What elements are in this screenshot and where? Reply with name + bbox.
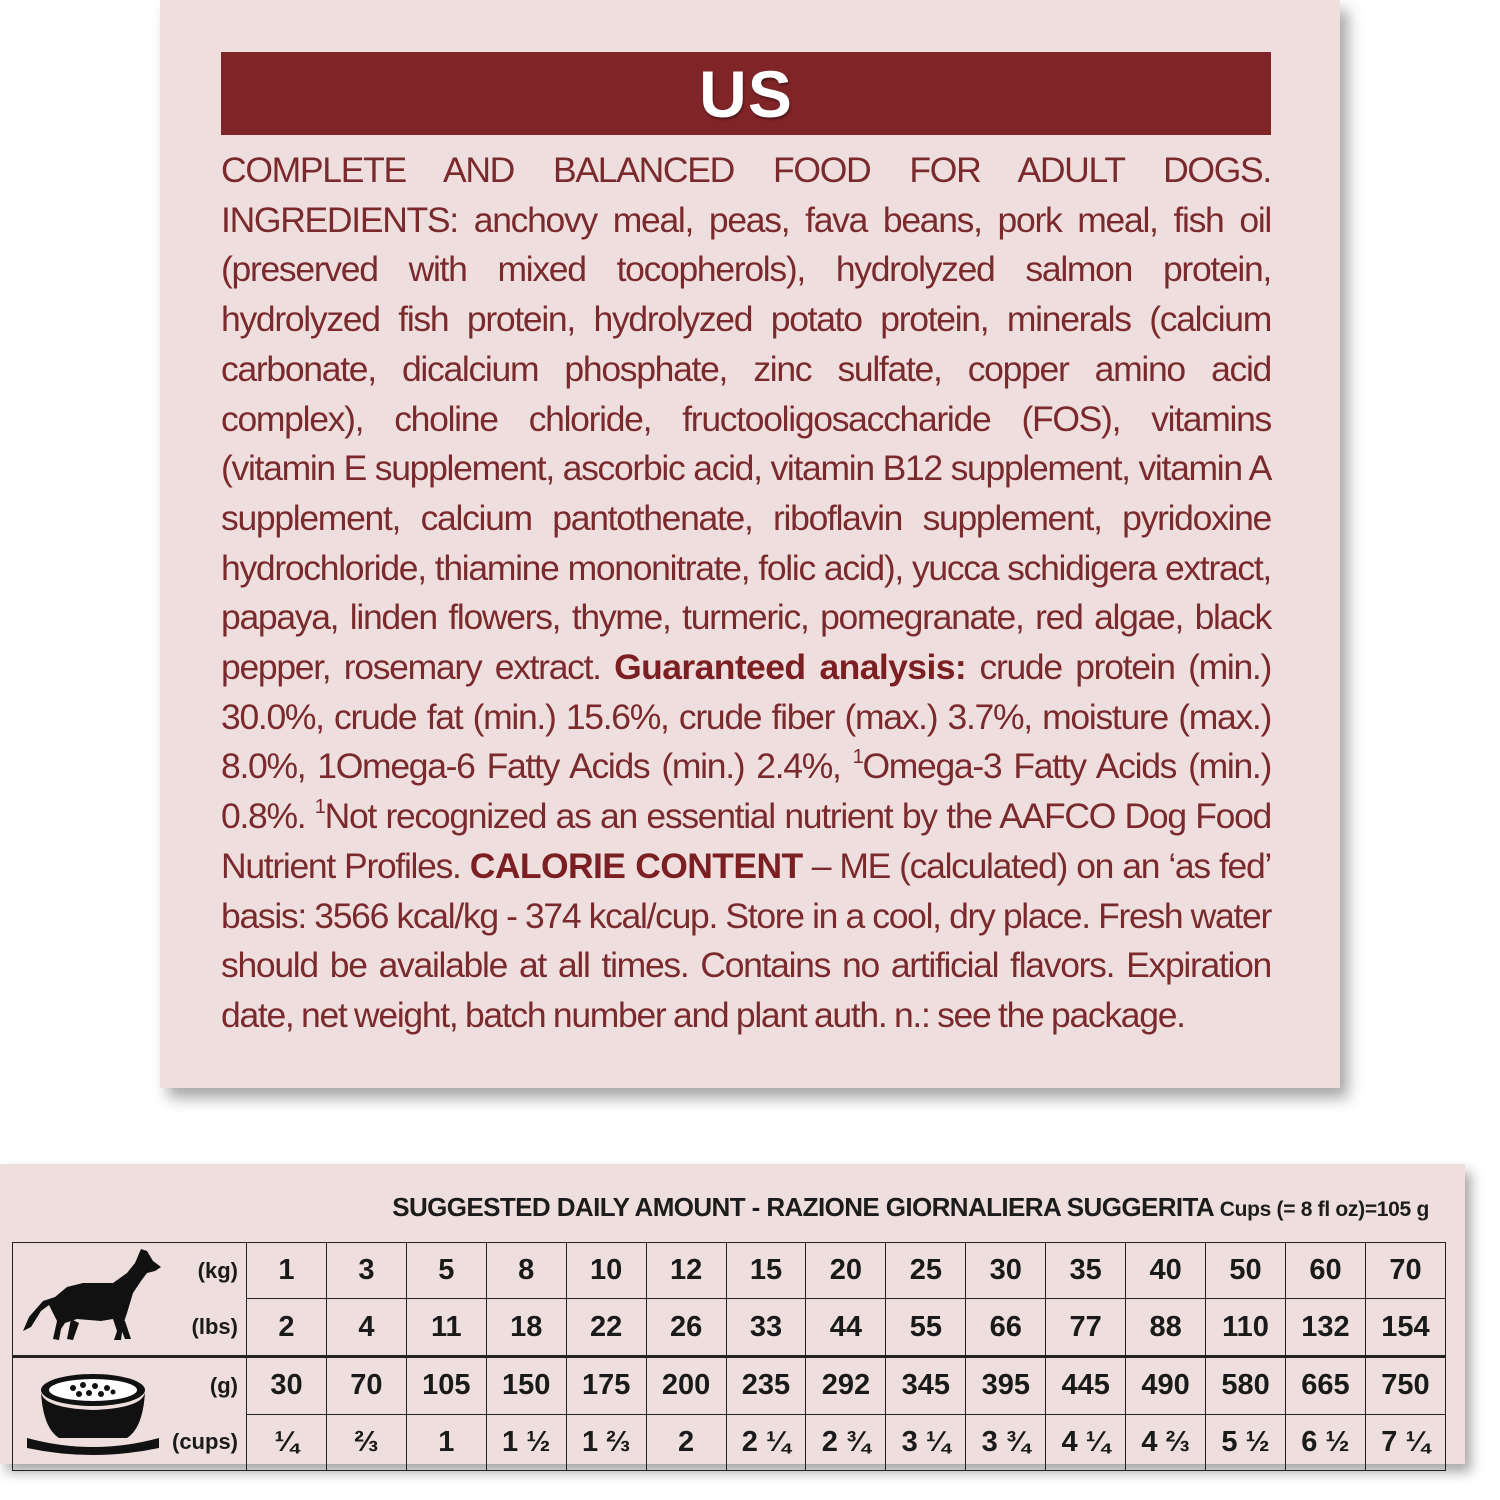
cell-cups: 6 ½ (1285, 1414, 1365, 1470)
cell-lbs: 22 (566, 1299, 646, 1357)
cell-grams: 490 (1126, 1357, 1206, 1415)
row-label-kg: (kg) (163, 1243, 247, 1299)
cell-lbs: 132 (1285, 1299, 1365, 1357)
cell-cups: 1 ⅔ (566, 1414, 646, 1470)
row-label-lbs: (lbs) (191, 1313, 238, 1339)
cell-lbs: 88 (1126, 1299, 1206, 1357)
cell-cups: 1 ½ (486, 1414, 566, 1470)
cell-grams: 345 (886, 1357, 966, 1415)
cup-note: Cups (= 8 fl oz)=105 g (1219, 1198, 1429, 1221)
cell-grams: 395 (966, 1357, 1046, 1415)
cell-kg: 30 (966, 1243, 1046, 1299)
cell-kg: 70 (1365, 1243, 1445, 1299)
footnote-marker: 1 (314, 796, 325, 819)
cell-grams: 150 (486, 1357, 566, 1415)
cell-lbs: 11 (406, 1299, 486, 1357)
cell-lbs: 26 (646, 1299, 726, 1357)
footnote-marker: 1 (852, 746, 863, 769)
food-bowl-icon (13, 1357, 163, 1471)
cell-cups: 7 ¼ (1365, 1414, 1445, 1470)
cell-lbs: 2 (247, 1299, 327, 1357)
table-row-lbs (13, 1299, 1446, 1357)
feeding-card (0, 1164, 1465, 1464)
analysis-text-1: crude protein (min.) 30.0%, crude fat (min.) 15.6%, crude fiber (max.) 3.7%, moisture (max.) 8.0%, 1Omega-6 Fatty Acids (min.) 2.4%, (221, 647, 1271, 787)
feeding-table (12, 1242, 1446, 1471)
cell-grams: 292 (806, 1357, 886, 1415)
cell-lbs: 77 (1046, 1299, 1126, 1357)
cell-cups: 2 (646, 1414, 726, 1470)
cell-cups: 4 ¼ (1046, 1414, 1126, 1470)
cell-lbs: 66 (966, 1299, 1046, 1357)
row-label-cups: (cups) (163, 1414, 247, 1470)
cell-cups: 3 ¼ (886, 1414, 966, 1470)
cell-cups: 4 ⅔ (1126, 1414, 1206, 1470)
cell-kg: 50 (1206, 1243, 1286, 1299)
country-banner: US (221, 52, 1271, 135)
cell-grams: 175 (566, 1357, 646, 1415)
cell-grams: 105 (406, 1357, 486, 1415)
calorie-heading: CALORIE CONTENT (469, 845, 803, 886)
cell-lbs: 4 (326, 1299, 406, 1357)
cell-grams: 580 (1206, 1357, 1286, 1415)
cell-lbs: 18 (486, 1299, 566, 1357)
cell-kg: 5 (406, 1243, 486, 1299)
cell-lbs: 55 (886, 1299, 966, 1357)
table-row-cups (13, 1414, 1446, 1470)
cell-kg: 12 (646, 1243, 726, 1299)
cell-kg: 60 (1285, 1243, 1365, 1299)
ingredients-text: anchovy meal, peas, fava beans, pork meal, fish oil (preserved with mixed tocopherols), hydrolyzed salmon protein, hydrolyzed fish protein, hydrolyzed potato protein, minerals (calcium carbonate, dicalcium phosphate, zinc sulfate, copper amino acid complex), choline chloride, fructooligosaccharide (FOS), vitamins (vitamin E supplement, ascorbic acid, vitamin B12 supplement, vitamin A supplement, calcium pantothenate, riboflavin supplement, pyridoxine hydrochloride, thiamine mononitrate, folic acid), yucca schidigera extract, papaya, linden flowers, thyme, turmeric, pomegranate, red algae, black pepper, rosemary extract. (221, 199, 1271, 688)
cell-cups: 1 (406, 1414, 486, 1470)
cell-cups: 2 ¾ (806, 1414, 886, 1470)
calorie-text: – ME (calculated) on an ‘as fed’ basis: 3566 kcal/kg - 374 kcal/cup. Store in a cool, dry place. Fresh water should be available at all times. Contains no artificial flavors. Expiration date, net weight, batch number and plant auth. n.: see the package. (221, 845, 1271, 1035)
cell-kg: 25 (886, 1243, 966, 1299)
cell-cups: 2 ¼ (726, 1414, 806, 1470)
cell-kg: 10 (566, 1243, 646, 1299)
cell-grams: 445 (1046, 1357, 1126, 1415)
cell-grams: 750 (1365, 1357, 1445, 1415)
cell-cups: ¼ (247, 1414, 327, 1470)
feeding-heading (392, 1192, 1429, 1223)
cell-kg: 20 (806, 1243, 886, 1299)
cell-kg: 1 (247, 1243, 327, 1299)
analysis-text-3: Not recognized as an essential nutrient by the AAFCO Dog Food Nutrient Profiles. (221, 796, 1271, 886)
cell-cups: ⅔ (326, 1414, 406, 1470)
cell-grams: 235 (726, 1357, 806, 1415)
label-text (221, 146, 1271, 1041)
analysis-heading: Guaranteed analysis: (614, 647, 967, 688)
cell-grams: 665 (1285, 1357, 1365, 1415)
table-row-grams (13, 1357, 1446, 1415)
cell-grams: 30 (247, 1357, 327, 1415)
cell-lbs: 44 (806, 1299, 886, 1357)
cell-kg: 8 (486, 1243, 566, 1299)
dog-icon (13, 1243, 163, 1357)
cell-lbs: 154 (1365, 1299, 1445, 1357)
row-label-grams: (g) (163, 1357, 247, 1415)
cell-grams: 70 (326, 1357, 406, 1415)
cell-kg: 15 (726, 1243, 806, 1299)
feeding-title: SUGGESTED DAILY AMOUNT - RAZIONE GIORNALIERA SUGGERITA (392, 1192, 1214, 1222)
label-card (160, 0, 1340, 1088)
cell-grams: 200 (646, 1357, 726, 1415)
intro-text: COMPLETE AND BALANCED FOOD FOR ADULT DOGS. INGREDIENTS: (221, 150, 1271, 240)
table-row-kg (13, 1243, 1446, 1299)
cell-cups: 3 ¾ (966, 1414, 1046, 1470)
cell-cups: 5 ½ (1206, 1414, 1286, 1470)
cell-lbs: 33 (726, 1299, 806, 1357)
cell-lbs: 110 (1206, 1299, 1286, 1357)
cell-kg: 35 (1046, 1243, 1126, 1299)
analysis-text-2: Omega-3 Fatty Acids (min.) 0.8%. (221, 746, 1272, 837)
cell-kg: 40 (1126, 1243, 1206, 1299)
cell-kg: 3 (326, 1243, 406, 1299)
